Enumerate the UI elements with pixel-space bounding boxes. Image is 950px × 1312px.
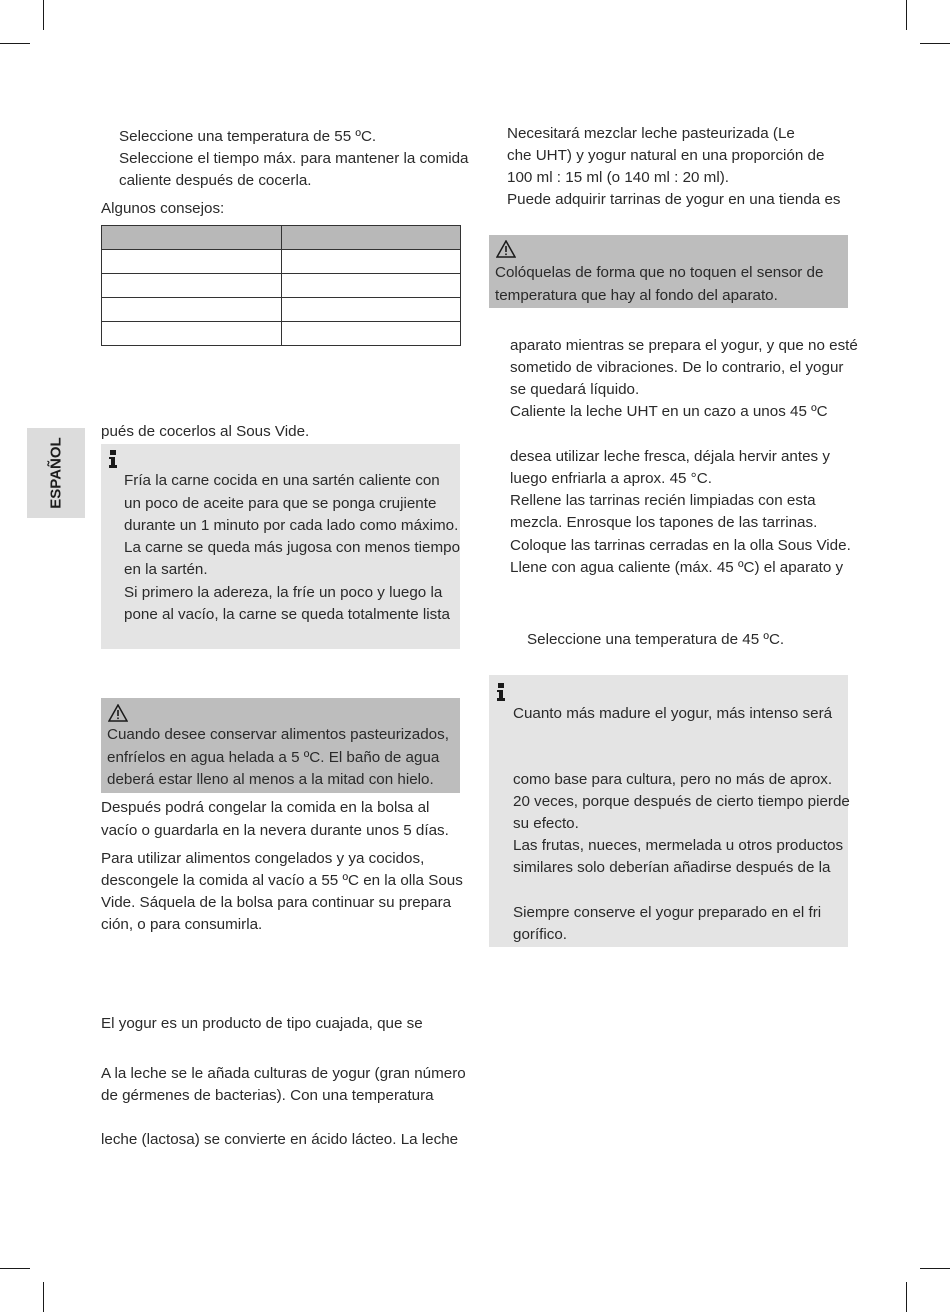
table-cell: [102, 250, 282, 274]
frozen-para-line-4: ción, o para consumirla.: [101, 916, 263, 933]
steps-b-line-1: desea utilizar leche fresca, déjala hervir antes y: [510, 448, 830, 465]
frozen-para-line-3: Vide. Sáquela de la bolsa para continuar su prepara: [101, 894, 452, 911]
info-line-b4: Las frutas, nueces, mermelada u otros productos: [513, 837, 844, 854]
steps-a-line-2: sometido de vibraciones. De lo contrario, el yogur: [510, 359, 844, 376]
info-line-1: Fría la carne cocida en una sartén caliente con: [124, 472, 440, 489]
yogurt-intro: El yogur es un producto de tipo cuajada, que se: [101, 1015, 423, 1032]
table-row: [102, 322, 461, 346]
info-box-meat-tips: [101, 444, 460, 649]
steps-b-line-6: Llene con agua caliente (máx. 45 ºC) el aparato y: [510, 559, 844, 576]
info-line-6: Si primero la adereza, la fríe un poco y luego la: [124, 584, 443, 601]
crop-mark-top-right-v: [906, 0, 907, 30]
warning-line-1: Cuando desee conservar alimentos pasteurizados,: [107, 726, 449, 743]
table-cell: [282, 298, 461, 322]
tips-label: Algunos consejos:: [101, 200, 225, 217]
crop-mark-top-left-h: [0, 43, 30, 44]
info-line-b5: similares solo deberían añadirse después de la: [513, 859, 831, 876]
warning-box-cooling: [101, 698, 460, 793]
steps-b-line-4: mezcla. Enrosque los tapones de las tarrinas.: [510, 514, 818, 531]
info-line-2: un poco de aceite para que se ponga crujiente: [124, 495, 437, 512]
language-label: ESPAÑOL: [47, 437, 65, 509]
info-line-4: La carne se queda más jugosa con menos tiempo: [124, 539, 461, 556]
table-cell: [102, 322, 282, 346]
info-line-3: durante un 1 minuto por cada lado como máximo.: [124, 517, 459, 534]
crop-mark-bottom-right-v: [906, 1282, 907, 1312]
info-line-7: pone al vacío, la carne se queda totalmente lista: [124, 606, 450, 623]
freeze-para-line-2: vacío o guardarla en la nevera durante unos 5 días.: [101, 822, 449, 839]
after-table-text: pués de cocerlos al Sous Vide.: [101, 423, 310, 440]
step-temperature-45: Seleccione una temperatura de 45 ºC.: [527, 631, 785, 648]
table-cell: [282, 250, 461, 274]
crop-mark-bottom-left-v: [43, 1282, 44, 1312]
frozen-para-line-1: Para utilizar alimentos congelados y ya cocidos,: [101, 850, 425, 867]
warning-triangle-icon: [496, 240, 516, 258]
table-row: [102, 274, 461, 298]
info-line-c2: gorífico.: [513, 926, 568, 943]
table-cell: [282, 226, 461, 250]
table-cell: [102, 298, 282, 322]
mix-para-line-3: 100 ml : 15 ml (o 140 ml : 20 ml).: [507, 169, 729, 186]
warning-line-2: enfríelos en agua helada a 5 ºC. El baño de agua: [107, 749, 440, 766]
warning-line-1: Colóquelas de forma que no toquen el sensor de: [495, 264, 824, 281]
info-line-b2: 20 veces, porque después de cierto tiempo pierde: [513, 793, 850, 810]
freeze-para-line-1: Después podrá congelar la comida en la bolsa al: [101, 799, 430, 816]
steps-b-line-5: Coloque las tarrinas cerradas en la olla Sous Vide.: [510, 537, 851, 554]
step-temperature-55: Seleccione una temperatura de 55 ºC.: [119, 128, 377, 145]
steps-a-line-3: se quedará líquido.: [510, 381, 640, 398]
table-row: [102, 250, 461, 274]
info-line-5: en la sartén.: [124, 561, 208, 578]
language-side-tab: [27, 428, 85, 518]
tips-table: [101, 225, 461, 346]
warning-line-3: deberá estar lleno al menos a la mitad con hielo.: [107, 771, 434, 788]
info-box-yogurt-tips: [489, 675, 848, 947]
steps-b-line-3: Rellene las tarrinas recién limpiadas con esta: [510, 492, 816, 509]
table-cell: [102, 226, 282, 250]
info-line-1: Cuanto más madure el yogur, más intenso será: [513, 705, 833, 722]
info-line-c1: Siempre conserve el yogur preparado en el fri: [513, 904, 822, 921]
warning-triangle-icon: [108, 704, 128, 722]
warning-line-2: temperatura que hay al fondo del aparato.: [495, 287, 778, 304]
yogurt-cultures-line-1: A la leche se le añada culturas de yogur (gran número: [101, 1065, 466, 1082]
table-cell: [102, 274, 282, 298]
steps-a-line-4: Caliente la leche UHT en un cazo a unos 45 ºC: [510, 403, 828, 420]
table-header-row: [102, 226, 461, 250]
warning-box-sensor: [489, 235, 848, 308]
steps-a-line-1: aparato mientras se prepara el yogur, y que no esté: [510, 337, 858, 354]
table-row: [102, 298, 461, 322]
step-hold-time: Seleccione el tiempo máx. para mantener la comida: [119, 150, 469, 167]
info-icon: [108, 450, 118, 468]
mix-para-line-1: Necesitará mezclar leche pasteurizada (Le: [507, 125, 795, 142]
info-line-b3: su efecto.: [513, 815, 579, 832]
info-icon: [496, 683, 506, 701]
mix-para-line-4: Puede adquirir tarrinas de yogur en una tienda es: [507, 191, 841, 208]
step-hold-time-cont: caliente después de cocerla.: [119, 172, 312, 189]
yogurt-lactose: leche (lactosa) se convierte en ácido lácteo. La leche: [101, 1131, 459, 1148]
crop-mark-bottom-right-h: [920, 1268, 950, 1269]
steps-b-line-2: luego enfriarla a aprox. 45 °C.: [510, 470, 712, 487]
table-cell: [282, 274, 461, 298]
table-cell: [282, 322, 461, 346]
mix-para-line-2: che UHT) y yogur natural en una proporción de: [507, 147, 825, 164]
info-line-b1: como base para cultura, pero no más de aprox.: [513, 771, 833, 788]
crop-mark-bottom-left-h: [0, 1268, 30, 1269]
yogurt-cultures-line-2: de gérmenes de bacterias). Con una temperatura: [101, 1087, 434, 1104]
crop-mark-top-right-h: [920, 43, 950, 44]
crop-mark-top-left-v: [43, 0, 44, 30]
frozen-para-line-2: descongele la comida al vacío a 55 ºC en la olla Sous: [101, 872, 463, 889]
